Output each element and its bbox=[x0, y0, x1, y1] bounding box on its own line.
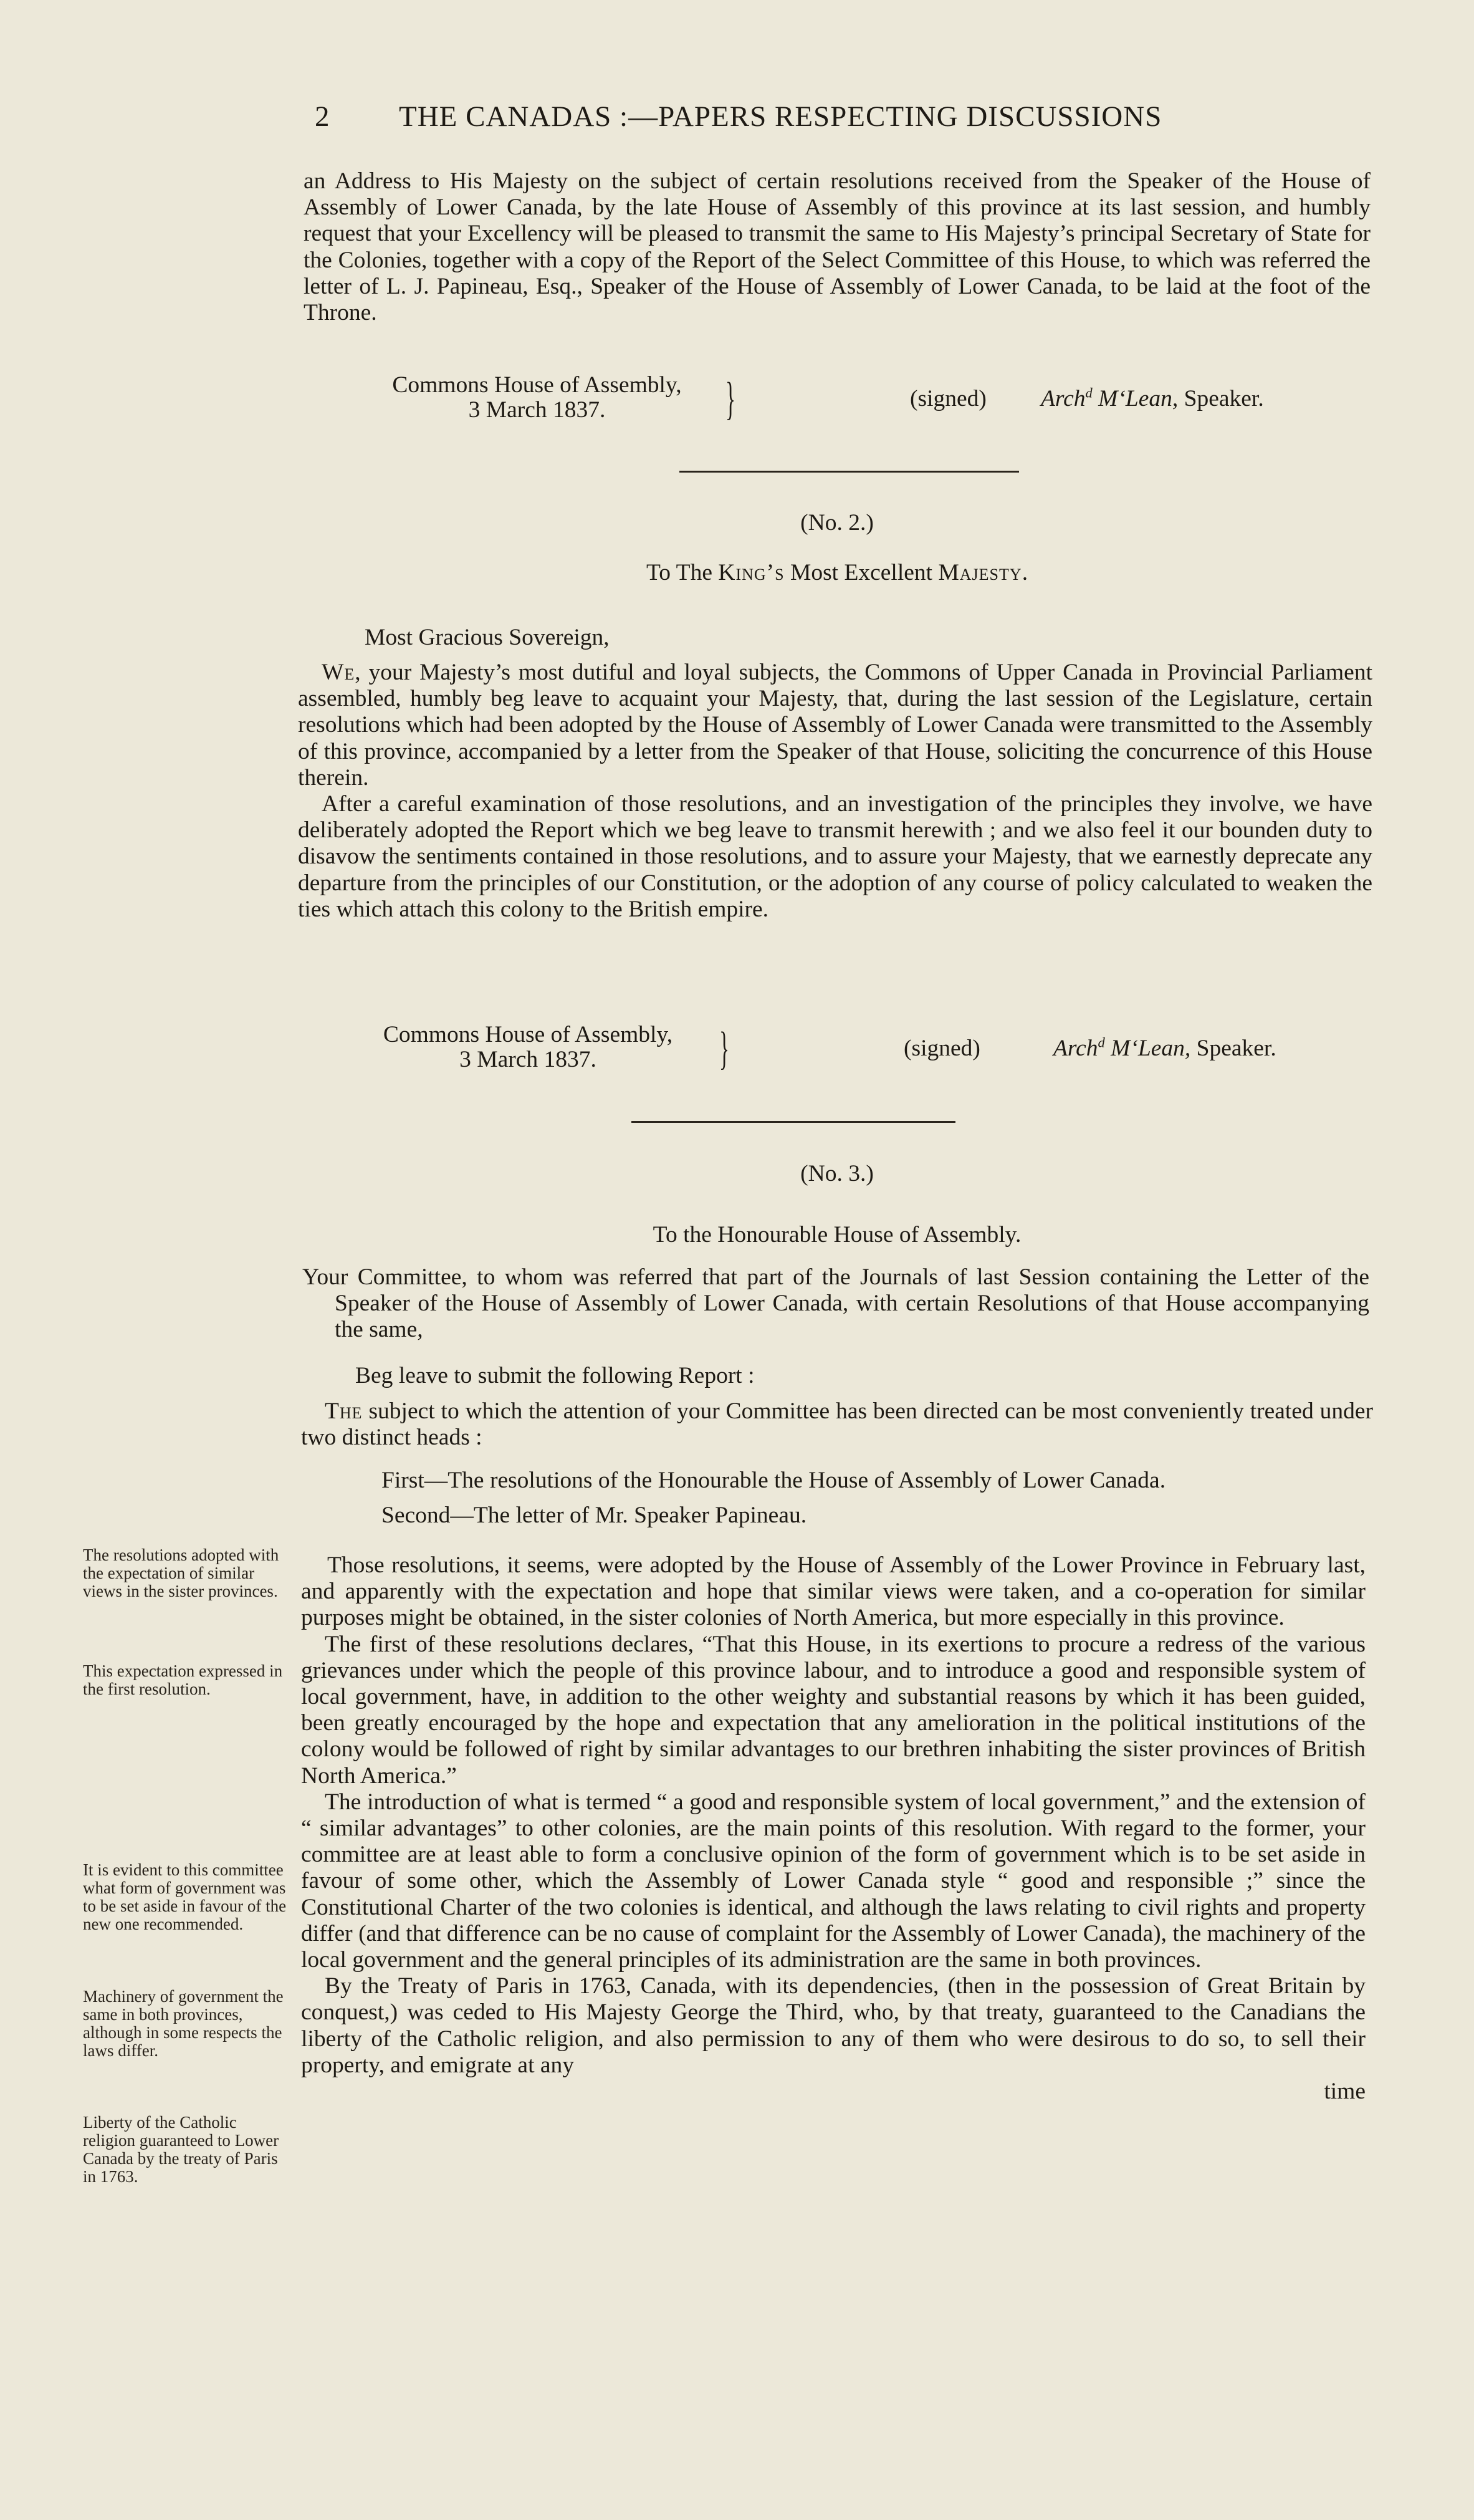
page-number: 2 bbox=[315, 100, 330, 133]
margin-note: The resolutions adopted with the expectation of similar views in the sister provinces. bbox=[83, 1546, 279, 1600]
signature-block-1 bbox=[304, 373, 1371, 435]
no3-addressee: To the Honourable House of Assembly. bbox=[653, 1222, 1022, 1248]
no3-beg-leave: Beg leave to submit the following Report : bbox=[355, 1363, 755, 1388]
brace-glyph: } bbox=[725, 373, 735, 425]
addressee-majesty: Majesty bbox=[938, 560, 1022, 585]
addressee-mid: Most Excellent bbox=[784, 560, 939, 585]
margin-note: Machinery of government the same in both provinces, although in some respects the laws differ. bbox=[83, 1987, 284, 2060]
no3-initial-the: The bbox=[325, 1398, 363, 1424]
no2-paragraph-1 bbox=[298, 660, 1372, 791]
no3-subject bbox=[301, 1398, 1373, 1451]
signatory-surname: M‘Lean, bbox=[1104, 1036, 1191, 1061]
signed-label: (signed) bbox=[910, 386, 987, 411]
signature-place-line2: 3 March 1837. bbox=[468, 397, 606, 423]
no3-subject-block bbox=[301, 1398, 1373, 1451]
no3-intro-block bbox=[302, 1264, 1369, 1344]
margin-note: It is evident to this committee what form of government was to be set aside in favour of the new one recommended. bbox=[83, 1860, 287, 1933]
signed-label: (signed) bbox=[904, 1036, 980, 1061]
signatory-role: Speaker. bbox=[1178, 386, 1264, 411]
running-header bbox=[315, 100, 1374, 143]
no2-label: (No. 2.) bbox=[800, 510, 874, 536]
no3-paragraph-first: The first of these resolutions declares, “That this House, in its exertions to procure a redress of the various grievances under which the people of this province labour, and to introduce a good and responsible system of local government, have, in addition to the other weighty and substantial reasons by which it has been guided, been greatly encouraged by the hope and expectation that any amelioration in the political institutions of the colony would be followed of right by similar advantages to our brethren inhabiting the sister provinces of British North America.” bbox=[301, 1631, 1366, 1789]
no3-paragraph-resolutions: Those resolutions, it seems, were adopted by the House of Assembly of the Lower Province in February last, and apparently with the expectation and hope that similar views were taken, and a co-operation for similar purposes might be obtained, in the sister colonies of North America, but more especially in this province. bbox=[301, 1552, 1366, 1631]
signature-place-line1: Commons House of Assembly, bbox=[383, 1022, 673, 1047]
signature-place bbox=[336, 373, 738, 423]
signatory bbox=[1041, 387, 1264, 411]
signatory-role: Speaker. bbox=[1190, 1036, 1276, 1061]
section-divider bbox=[679, 471, 1019, 473]
no3-head-2: Second—The letter of Mr. Speaker Papineau. bbox=[381, 1503, 807, 1528]
no2-addressee bbox=[304, 560, 1371, 586]
signature-place-line1: Commons House of Assembly, bbox=[392, 372, 682, 398]
signatory-sup: d bbox=[1098, 1034, 1105, 1051]
section-divider bbox=[631, 1121, 955, 1123]
opening-paragraph-block bbox=[304, 168, 1371, 326]
margin-note: Liberty of the Catholic religion guaranteed to Lower Canada by the treaty of Paris in 1763. bbox=[83, 2113, 279, 2186]
addressee-end: . bbox=[1022, 560, 1028, 585]
signatory-surname: M‘Lean, bbox=[1092, 386, 1179, 411]
signatory bbox=[1053, 1036, 1276, 1061]
signatory-name: Arch bbox=[1053, 1036, 1098, 1061]
signature-place bbox=[328, 1022, 727, 1072]
no3-paragraph-treaty: By the Treaty of Paris in 1763, Canada, with its dependencies, (then in the possession of Great Britain by conquest,) was ceded to His Majesty George the Third, who, by that treaty, guaranteed to the Canadians the liberty of the Catholic religion, and also permission to any of them who were desirous to do so, to sell their property, and emigrate at any bbox=[301, 1973, 1366, 2078]
no2-initial-we: We bbox=[322, 660, 355, 685]
no3-subject-text: subject to which the attention of your Committee has been directed can be most conveniently treated under two distinct heads : bbox=[301, 1398, 1373, 1451]
no3-paragraph-introduction: The introduction of what is termed “ a good and responsible system of local government,” and the extension of “ similar advantages” to other colonies, are the main points of this resolution. With regard to the former, your committee are at least able to form a conclusive opinion of the form of government which is to be set aside in favour of some other, which the Assembly of Lower Canada style “ good and responsible ;” since the Constitutional Charter of the two colonies is identical, and although the laws relating to civil rights and property differ (and that difference can be no cause of complaint for the Assembly of Lower Canada), the machinery of the local government and the general principles of its administration are the same in both provinces. bbox=[301, 1789, 1366, 1973]
catchword: time bbox=[1324, 2079, 1366, 2105]
signatory-name: Arch bbox=[1041, 386, 1086, 411]
no2-salutation: Most Gracious Sovereign, bbox=[365, 625, 610, 650]
signature-place-line2: 3 March 1837. bbox=[459, 1047, 596, 1072]
no3-head-1: First—The resolutions of the Honourable the House of Assembly of Lower Canada. bbox=[381, 1468, 1166, 1493]
no2-para1-text: , your Majesty’s most dutiful and loyal subjects, the Commons of Upper Canada in Provincial Parliament assembled, humbly beg leave to acquaint your Majesty, that, during the last session of the Legislature, certain resolutions which had been adopted by the House of Assembly of Lower Canada were transmitted to the Assembly of this province, accompanied by a letter from the Speaker of that House, soliciting the concurrence of this House therein. bbox=[298, 660, 1372, 791]
opening-paragraph: an Address to His Majesty on the subject of certain resolutions received from the Speaker of the House of Assembly of Lower Canada, by the late House of Assembly of this province at its last session, and humbly request that your Excellency will be pleased to transmit the same to His Majesty’s principal Secretary of State for the Colonies, together with a copy of the Report of the Select Committee of this House, to which was referred the letter of L. J. Papineau, Esq., Speaker of the House of Assembly of Lower Canada, to be laid at the foot of the Throne. bbox=[304, 168, 1371, 326]
margin-note: This expectation expressed in the first resolution. bbox=[83, 1662, 283, 1698]
brace-glyph: } bbox=[719, 1023, 729, 1074]
signatory-sup: d bbox=[1085, 385, 1093, 401]
no3-label: (No. 3.) bbox=[800, 1161, 874, 1186]
header-title: THE CANADAS :—PAPERS RESPECTING DISCUSSIONS bbox=[399, 100, 1162, 133]
no2-body bbox=[298, 660, 1372, 923]
addressee-king: King’s bbox=[718, 560, 785, 585]
addressee-pre: To The bbox=[646, 560, 719, 585]
no2-paragraph-2: After a careful examination of those resolutions, and an investigation of the principles they involve, we have deliberately adopted the Report which we beg leave to transmit herewith ; and we also feel it our bounden duty to disavow the sentiments contained in those resolutions, and to assure your Majesty, that we earnestly deprecate any departure from the principles of our Constitution, or the adoption of any course of policy calculated to weaken the ties which attach this colony to the British empire. bbox=[298, 791, 1372, 922]
no3-body bbox=[301, 1552, 1366, 2105]
no3-intro: Your Committee, to whom was referred that part of the Journals of last Session containing the Letter of the Speaker of the House of Assembly of Lower Canada, with certain Resolutions of that House accompanying the same, bbox=[302, 1264, 1369, 1343]
signature-block-2 bbox=[304, 1022, 1371, 1085]
